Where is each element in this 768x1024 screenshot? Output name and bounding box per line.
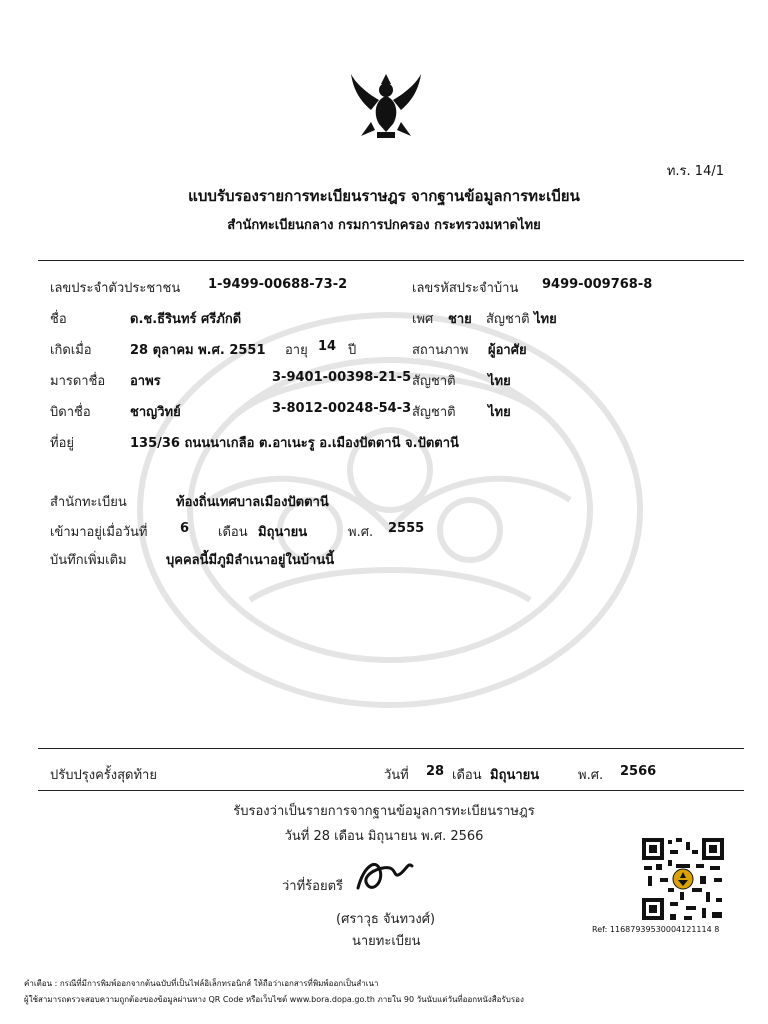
nationality-value: ไทย (534, 312, 557, 327)
father-label: บิดาชื่อ (50, 405, 91, 420)
update-month-label: เดือน (452, 768, 482, 783)
page-subtitle: สำนักทะเบียนกลาง กรมการปกครอง กระทรวงมหาดไทย (227, 218, 541, 233)
address-value: 135/36 ถนนนาเกลือ ต.อาเนะรู อ.เมืองปัตตานี จ.ปัตตานี (130, 436, 459, 451)
signer-name: (ศราวุธ จันทวงศ์) (336, 912, 436, 927)
update-year-label: พ.ศ. (578, 768, 604, 783)
father-name: ชาญวิทย์ (130, 405, 181, 420)
mother-name: อาพร (130, 374, 161, 389)
father-nat-label: สัญชาติ (412, 405, 456, 420)
mother-id: 3-9401-00398-21-5 (272, 370, 412, 385)
age-label: อายุ (285, 343, 308, 358)
address-label: ที่อยู่ (50, 436, 74, 451)
footer-verify: ผู้ใช้สามารถตรวจสอบความถูกต้องของข้อมูลผ่านทาง QR Code หรือเว็บไซต์ www.bora.dopa.go.th ภายใน 90 วันนับแต่วันที่ออกหนังสือรับรอง (24, 995, 524, 1004)
house-id-label: เลขรหัสประจำบ้าน (412, 281, 519, 296)
sex-value: ชาย (448, 312, 472, 327)
movein-month: มิถุนายน (258, 525, 308, 540)
movein-label: เข้ามาอยู่เมื่อวันที่ (50, 525, 148, 540)
footer-warning: คำเตือน : กรณีที่มีการพิมพ์ออกจากต้นฉบับที่เป็นไฟล์อิเล็กทรอนิกส์ ให้ถือว่าเอกสารที่พิมพ์ออกเป็นสำเนา (24, 979, 379, 988)
update-year: 2566 (620, 764, 657, 779)
top-divider (38, 260, 744, 261)
father-nat: ไทย (488, 405, 511, 420)
update-month: มิถุนายน (490, 768, 540, 783)
birth-label: เกิดเมื่อ (50, 343, 92, 358)
id-label: เลขประจำตัวประชาชน (50, 281, 181, 296)
note-label: บันทึกเพิ่มเติม (50, 553, 127, 568)
age-value: 14 (318, 339, 337, 354)
id-value: 1-9499-00688-73-2 (208, 277, 348, 292)
status-value: ผู้อาศัย (488, 343, 527, 358)
form-code: ท.ร. 14/1 (666, 164, 724, 179)
mother-nat-label: สัญชาติ (412, 374, 456, 389)
update-label: ปรับปรุงครั้งสุดท้าย (50, 768, 157, 783)
update-day: 28 (426, 764, 445, 779)
office-label: สำนักทะเบียน (50, 495, 127, 510)
mother-nat: ไทย (488, 374, 511, 389)
certify-line1: รับรองว่าเป็นรายการจากฐานข้อมูลการทะเบียนราษฎร (233, 804, 535, 819)
nationality-label: สัญชาติ (486, 312, 530, 327)
office-value: ท้องถิ่นเทศบาลเมืองปัตตานี (176, 495, 329, 510)
movein-year: 2555 (388, 521, 425, 536)
page-title: แบบรับรองรายการทะเบียนราษฎร จากฐานข้อมูลการทะเบียน (188, 187, 580, 205)
movein-year-label: พ.ศ. (348, 525, 374, 540)
qr-code-icon (640, 836, 726, 922)
signer-title: นายทะเบียน (352, 934, 421, 949)
movein-day: 6 (180, 521, 190, 536)
name-label: ชื่อ (50, 312, 67, 327)
ref-number: Ref: 11687939530004121114 8 (592, 925, 720, 934)
update-bottom-divider (38, 790, 744, 791)
house-id-value: 9499-009768-8 (542, 277, 653, 292)
movein-month-label: เดือน (218, 525, 248, 540)
update-day-label: วันที่ (384, 768, 409, 783)
update-top-divider (38, 748, 744, 749)
birth-value: 28 ตุลาคม พ.ศ. 2551 (130, 343, 266, 358)
age-unit: ปี (348, 343, 357, 358)
note-value: บุคคลนี้มีภูมิลำเนาอยู่ในบ้านนี้ (166, 553, 335, 568)
signer-rank: ว่าที่ร้อยตรี (282, 879, 344, 894)
certify-line2: วันที่ 28 เดือน มิถุนายน พ.ศ. 2566 (284, 829, 484, 844)
father-id: 3-8012-00248-54-3 (272, 401, 412, 416)
signature-icon (350, 848, 420, 898)
garuda-emblem-icon (347, 70, 425, 142)
mother-label: มารดาชื่อ (50, 374, 106, 389)
sex-label: เพศ (412, 312, 434, 327)
status-label: สถานภาพ (412, 343, 469, 358)
name-value: ด.ช.ธีรินทร์ ศรีภักดี (130, 312, 242, 327)
